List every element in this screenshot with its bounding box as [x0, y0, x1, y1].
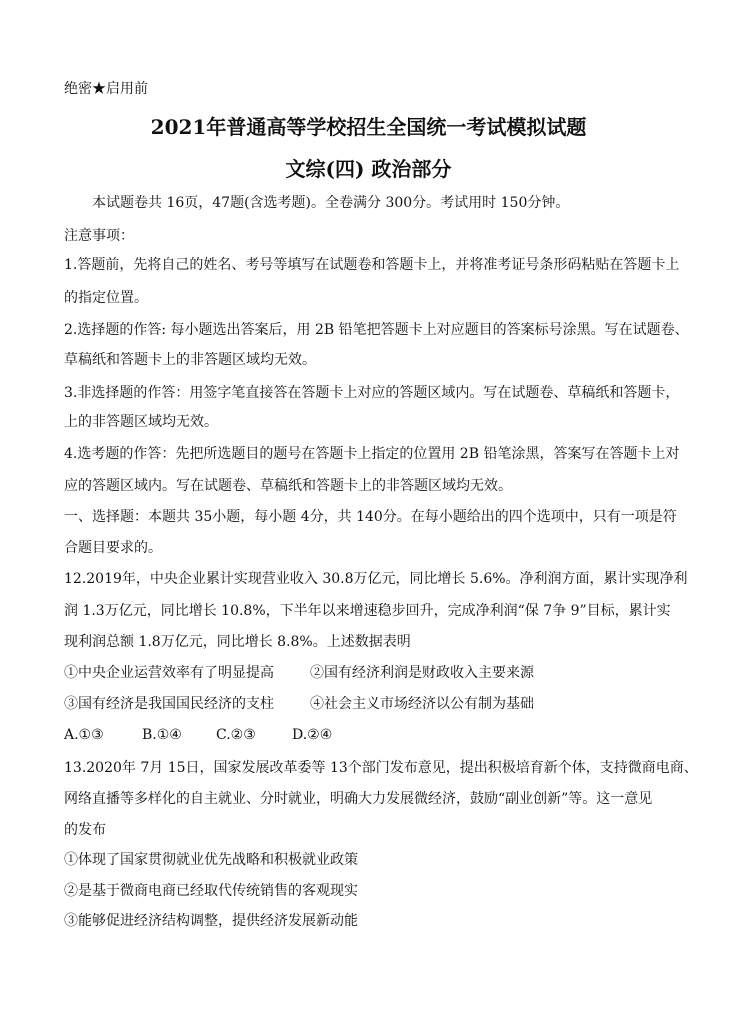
section-heading-line-1: 一、选择题：本题共 35小题，每小题 4分，共 140分。在每小题给出的四个选项中，只有一项是符: [64, 509, 677, 525]
q12-statement-2: ②国有经济利润是财政收入主要来源: [310, 665, 534, 681]
q12-stem-line-3: 现利润总额 1.8万亿元，同比增长 8.8%。上述数据表明: [64, 634, 411, 650]
note-4-line-2: 应的答题区域内。写在试题卷、草稿纸和答题卡上的非答题区域均无效。: [64, 478, 512, 494]
q12-option-d: D.②④: [292, 727, 333, 743]
note-1-line-2: 的指定位置。: [64, 290, 148, 306]
note-3-line-1: 3.非选择题的作答：用签字笔直接答在答题卡上对应的答题区域内。写在试题卷、草稿纸和答题卡，: [64, 385, 680, 401]
q13-stem-line-2: 网络直播等多样化的自主就业、分时就业，明确大力发展微经济，鼓励“副业创新”等。这一意见: [64, 791, 653, 807]
exam-subtitle: 文综(四) 政治部分: [285, 157, 452, 181]
q12-option-b: B.①④: [142, 727, 182, 743]
exam-title: 2021年普通高等学校招生全国统一考试模拟试题: [150, 115, 587, 139]
q13-statement-1: ①体现了国家贯彻就业优先战略和积极就业政策: [64, 852, 358, 868]
intro-text: 本试题卷共 16页，47题(含选考题)。全卷满分 300分。考试用时 150分钟。: [92, 195, 570, 211]
q13-statement-3: ③能够促进经济结构调整，提供经济发展新动能: [64, 913, 358, 929]
q12-statement-3: ③国有经济是我国国民经济的支柱: [64, 696, 274, 712]
section-heading-line-2: 合题目要求的。: [64, 540, 162, 556]
q13-statement-2: ②是基于微商电商已经取代传统销售的客观现实: [64, 883, 358, 899]
note-1-line-1: 1.答题前，先将自己的姓名、考号等填写在试题卷和答题卡上，并将准考证号条形码粘贴在答题卡上: [64, 257, 680, 273]
notes-heading: 注意事项：: [64, 228, 134, 244]
note-4-line-1: 4.选考题的作答：先把所选题目的题号在答题卡上指定的位置用 2B 铅笔涂黑，答案写在答题卡上对: [64, 446, 680, 462]
note-2-line-1: 2.选择题的作答: 每小题选出答案后，用 2B 铅笔把答题卡上对应题目的答案标号涂黑。写在试题卷、: [64, 322, 689, 338]
confidential-label: 绝密★启用前: [64, 81, 148, 97]
note-3-line-2: 上的非答题区域均无效。: [64, 414, 218, 430]
q13-stem-line-1: 13.2020年 7月 15日，国家发展改革委等 13个部门发布意见，提出积极培育新个体，支持微商电商、: [64, 760, 698, 776]
q12-statement-1: ①中央企业运营效率有了明显提高: [64, 665, 274, 681]
q13-stem-line-3: 的发布: [64, 822, 106, 838]
note-2-line-2: 草稿纸和答题卡上的非答题区域均无效。: [64, 352, 316, 368]
q12-statement-4: ④社会主义市场经济以公有制为基础: [310, 696, 534, 712]
q12-stem-line-1: 12.2019年，中央企业累计实现营业收入 30.8万亿元，同比增长 5.6%。净利润方面，累计实现净利: [64, 571, 688, 587]
q12-option-a: A.①③: [64, 727, 104, 743]
q12-option-c: C.②③: [216, 727, 256, 743]
q12-stem-line-2: 润 1.3万亿元，同比增长 10.8%，下半年以来增速稳步回升，完成净利润“保 7争 9”目标，累计实: [64, 603, 671, 619]
